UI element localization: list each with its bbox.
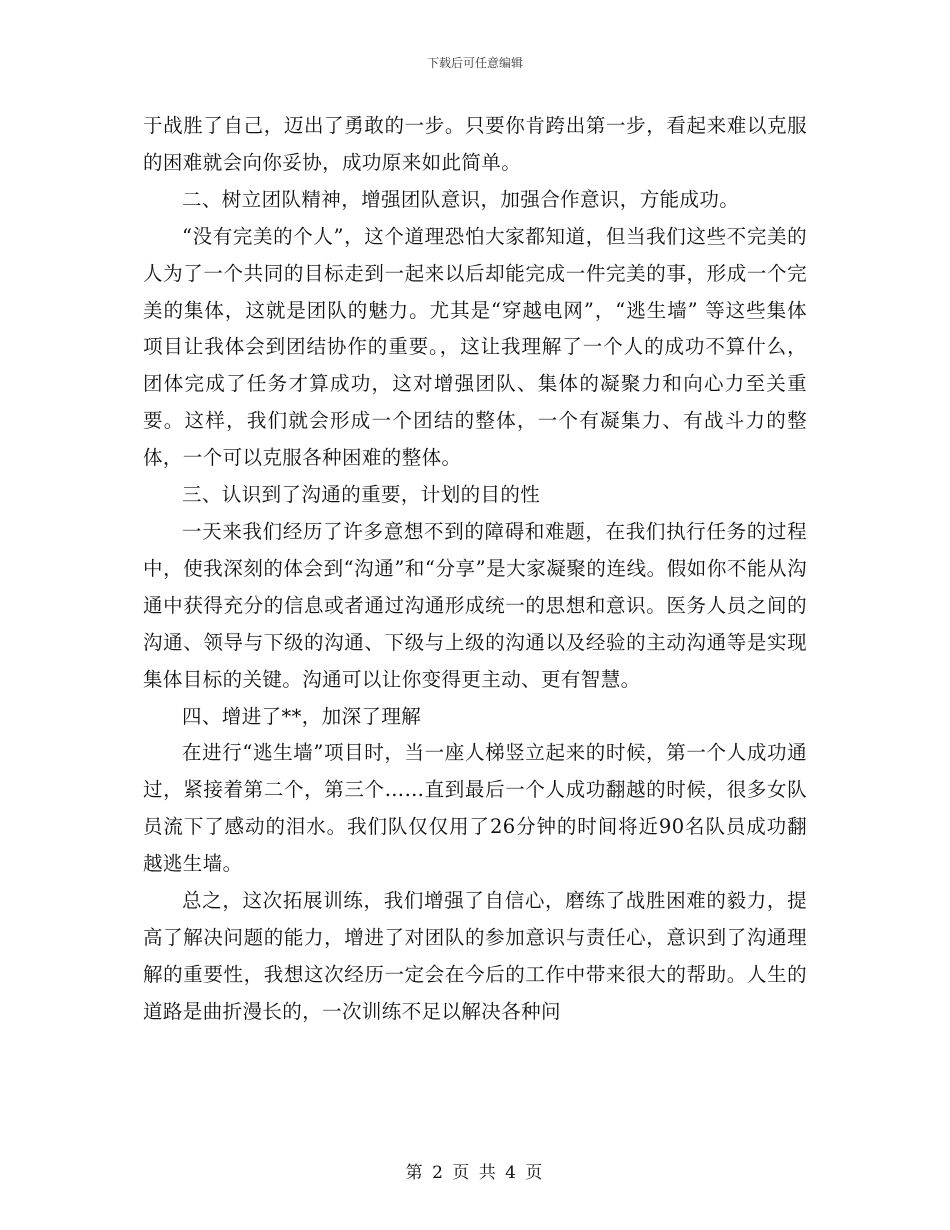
- document-body: [143, 108, 807, 1031]
- section-heading-understanding: 四、增进了**，加深了理解: [182, 704, 422, 728]
- paragraph-team: “没有完美的个人”，这个道理恐怕大家都知道，但当我们这些不完美的人为了一个共同的目标走到一起来以后却能完成一件完美的事，形成一个完美的集体，这就是团队的魅力。尤其是“穿越电网”，“逃生墙” 等这些集体项目让我体会到团结协作的重要。，这让我理解了一个人的成功不算什么，团体完成了任务才算成功，这对增强团队、集体的凝聚力和向心力至关重要。这样，我们就会形成一个团结的整体，一个有凝集力、有战斗力的整体，一个可以克服各种困难的整体。: [143, 224, 807, 470]
- paragraph-communication: 一天来我们经历了许多意想不到的障碍和难题，在我们执行任务的过程中，使我深刻的体会到“沟通”和“分享”是大家凝聚的连线。假如你不能从沟通中获得充分的信息或者通过沟通形成统一的思想和意识。医务人员之间的沟通、领导与下级的沟通、下级与上级的沟通以及经验的主动沟通等是实现集体目标的关键。沟通可以让你变得更主动、更有智慧。: [143, 519, 807, 691]
- page-header: 下载后可任意编辑: [426, 56, 523, 70]
- page-number-footer: 第 2 页 共 4 页: [405, 1163, 545, 1183]
- paragraph-escape-wall: 在进行“逃生墙”项目时，当一座人梯竖立起来的时候，第一个人成功通过，紧接着第二个，第三个……直到最后一个人成功翻越的时候，很多女队员流下了感动的泪水。我们队仅仅用了26分钟的时间将近90名队员成功翻越逃生墙。: [143, 741, 807, 876]
- paragraph-continuation: 于战胜了自己，迈出了勇敢的一步。只要你肯跨出第一步，看起来难以克服的困难就会向你妥协，成功原来如此简单。: [143, 114, 807, 174]
- section-heading-communication: 三、认识到了沟通的重要，计划的目的性: [182, 483, 541, 507]
- section-heading-team-spirit: 二、树立团队精神，增强团队意识，加强合作意识，方能成功。: [182, 187, 740, 211]
- paragraph-summary: 总之，这次拓展训练，我们增强了自信心，磨练了战胜困难的毅力，提高了解决问题的能力，增进了对团队的参加意识与责任心，意识到了沟通理解的重要性，我想这次经历一定会在今后的工作中带来很大的帮助。人生的道路是曲折漫长的，一次训练不足以解决各种问: [143, 889, 807, 1023]
